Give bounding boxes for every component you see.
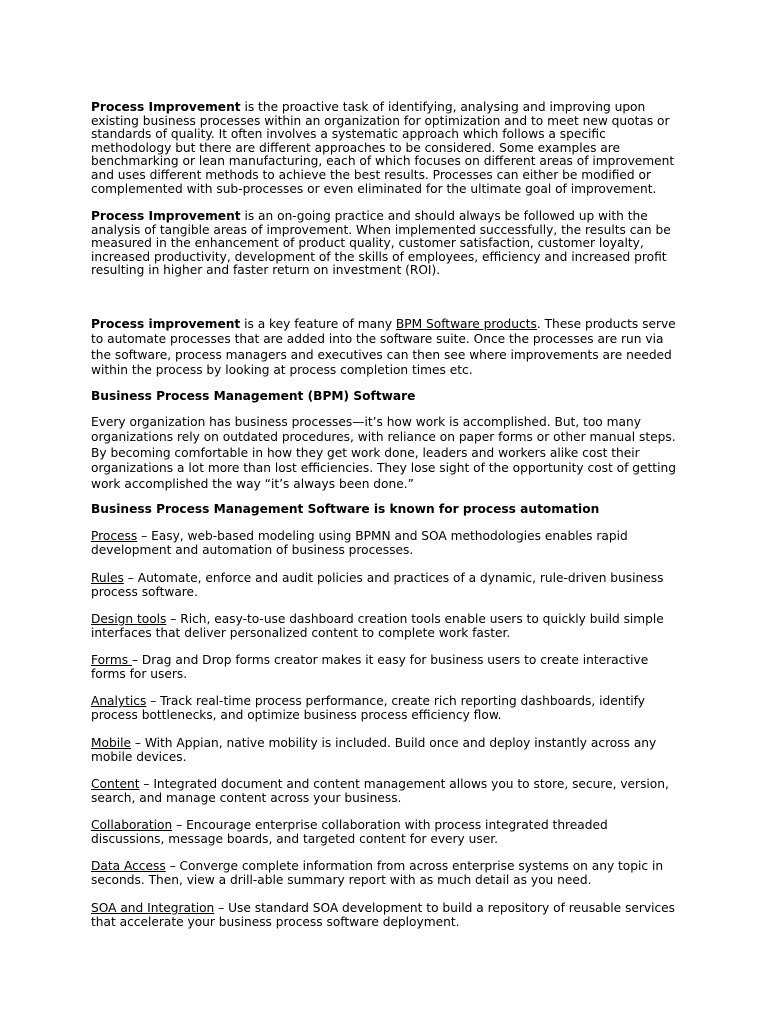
feature-item [91, 737, 681, 764]
bpm-feature-paragraph [91, 317, 681, 379]
feature-term-link[interactable]: Mobile [91, 736, 131, 750]
feature-item [91, 654, 681, 681]
feature-term-link[interactable]: SOA and Integration [91, 901, 215, 915]
paragraph-lead: Process Improvement [91, 209, 241, 223]
paragraph-lead: Process Improvement [91, 100, 241, 114]
feature-term-link[interactable]: Data Access [91, 859, 166, 873]
feature-description: – Automate, enforce and audit policies and practices of a dynamic, rule-driven business process software. [91, 571, 664, 599]
feature-description: – Use standard SOA development to build a repository of reusable services that accelerate your business process software deployment. [91, 901, 676, 929]
feature-term-link[interactable]: Content [91, 777, 140, 791]
intro-paragraph [91, 101, 681, 196]
feature-item [91, 778, 681, 805]
feature-description: – Encourage enterprise collaboration with process integrated threaded discussions, message boards, and targeted content for every user. [91, 818, 608, 846]
feature-item [91, 613, 681, 640]
automation-heading: Business Process Management Software is known for process automation [91, 502, 600, 516]
feature-term-link[interactable]: Collaboration [91, 818, 173, 832]
bpm-software-products-link[interactable]: BPM Software products [395, 317, 537, 331]
feature-description: – Track real-time process performance, create rich reporting dashboards, identify process bottlenecks, and optimize business process efficiency flow. [91, 694, 645, 722]
paragraph-text: is a key feature of many [240, 317, 396, 331]
feature-description: – Drag and Drop forms creator makes it easy for business users to create interactive forms for users. [91, 653, 649, 681]
feature-description: – With Appian, native mobility is included. Build once and deploy instantly across any mobile devices. [91, 736, 657, 764]
feature-term-link[interactable]: Process [91, 529, 138, 543]
feature-item [91, 530, 681, 557]
feature-item [91, 819, 681, 846]
paragraph-text: is the proactive task of identifying, analysing and improving upon existing business processes within an organization for optimization and to meet new quotas or standards of quality. It often involves a systematic approach which follows a specific methodology but there are different approaches to be considered. Some examples are benchmarking or lean manufacturing, each of which focuses on different areas of improvement and uses different methods to achieve the best results. Processes can either be modified or complemented with sub-processes or even eliminated for the ultimate goal of improvement. [91, 100, 675, 196]
feature-description: – Rich, easy-to-use dashboard creation tools enable users to quickly build simple interfaces that deliver personalized content to complete work faster. [91, 612, 664, 640]
feature-term-link[interactable]: Analytics [91, 694, 147, 708]
feature-term-link[interactable]: Rules [91, 571, 124, 585]
feature-item [91, 902, 681, 929]
paragraph-text: is an on-going practice and should always be followed up with the analysis of tangible areas of improvement. When implemented successfully, the results can be measured in the enhancement of product quality, customer satisfaction, customer loyalty, increased productivity, development of the skills of employees, efficiency and increased profit resulting in higher and faster return on investment (ROI). [91, 209, 671, 278]
feature-item [91, 572, 681, 599]
feature-term-link[interactable]: Forms [91, 653, 132, 667]
bpm-paragraph: Every organization has business processes—it’s how work is accomplished. But, too many organizations rely on outdated procedures, with reliance on paper forms or other manual steps. By becoming comfortable in how they get work done, leaders and workers alike cost their organizations a lot more than lost efficiencies. They lose sight of the opportunity cost of getting work accomplished the way “it’s always been done.” [91, 415, 676, 491]
bpm-heading: Business Process Management (BPM) Software [91, 389, 416, 403]
paragraph-lead: Process improvement [91, 317, 241, 331]
feature-term-link[interactable]: Design tools [91, 612, 167, 626]
paragraph-text: . These products serve to automate processes that are added into the software suite. Once the processes are run via the software, process managers and executives can then see where improvements are needed within the process by looking at process completion times etc. [91, 317, 676, 378]
feature-description: – Converge complete information from across enterprise systems on any topic in seconds. Then, view a drill-able summary report with as much detail as you need. [91, 859, 664, 887]
feature-description: – Easy, web-based modeling using BPMN and SOA methodologies enables rapid development and automation of business processes. [91, 529, 628, 557]
feature-item [91, 695, 681, 722]
feature-description: – Integrated document and content management allows you to store, secure, version, search, and manage content across your business. [91, 777, 669, 805]
ongoing-practice-paragraph [91, 210, 681, 278]
feature-item [91, 860, 681, 887]
